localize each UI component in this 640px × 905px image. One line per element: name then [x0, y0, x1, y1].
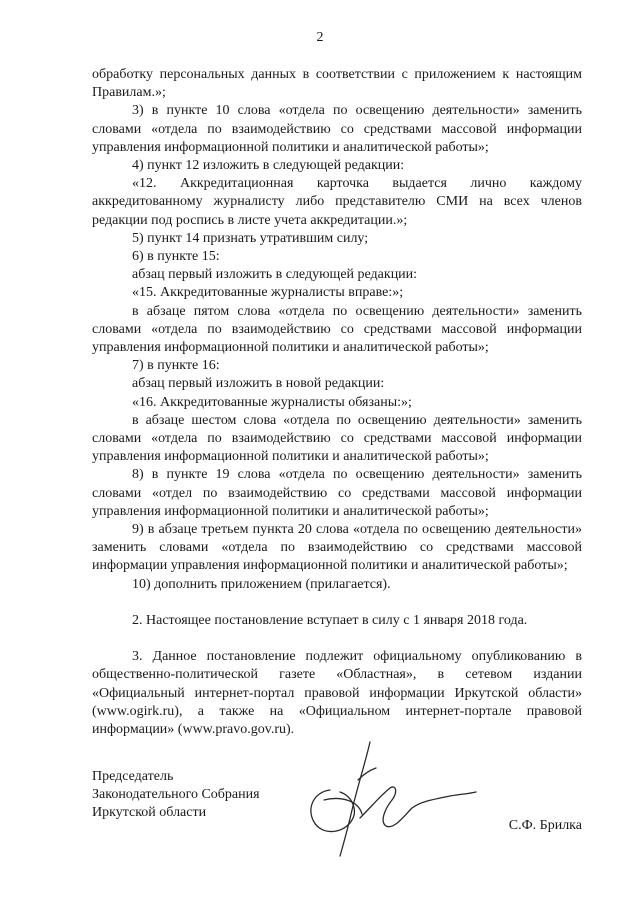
signer-title-line: Иркутской области: [92, 805, 207, 821]
signer-title-line: Председатель: [92, 769, 174, 784]
paragraph-item-7-b: «16. Аккредитованные журналисты обязаны:»;: [132, 394, 412, 410]
paragraph-item-5: 5) пункт 14 признать утратившим силу;: [132, 230, 369, 246]
paragraph-item-4-text: «12. Аккредитационная карточка выдается лично каждому аккредитованному журналисту либо представителю СМИ на всех членов редакции под роспись в листе учета аккредитации.»;: [92, 176, 582, 228]
paragraph-section-2: 2. Настоящее постановление вступает в силу с 1 января 2018 года.: [132, 612, 528, 628]
paragraph-item-7-c: в абзаце шестом слова «отдела по освещению деятельности» заменить словами «отдела по взаимодействию со средствами массовой информации управления информационной политики и аналитической работы»;: [92, 412, 582, 465]
signer-title-line: Законодательного Собрания: [92, 787, 260, 803]
signature-block: [92, 768, 582, 833]
paragraph-item-6-a: абзац первый изложить в следующей редакции:: [132, 267, 418, 283]
signer-name: С.Ф. Брилка: [508, 818, 582, 833]
paragraph-item-7-a: абзац первый изложить в новой редакции:: [132, 376, 385, 392]
paragraph-item-6: 6) в пункте 15:: [132, 249, 220, 265]
paragraph-item-10: 10) дополнить приложением (прилагается).: [132, 576, 391, 592]
paragraph-item-8: 8) в пункте 19 слова «отдела по освещению деятельности» заменить словами «отдел по взаимодействию со средствами массовой информации управления информационной политики и аналитической работы»;: [92, 467, 582, 519]
document-body: [92, 66, 582, 739]
paragraph-item-6-c: в абзаце пятом слова «отдела по освещению деятельности» заменить словами «отдела по взаимодействию со средствами массовой информации управления информационной политики и аналитической работы»;: [92, 303, 582, 356]
paragraph-item-6-b: «15. Аккредитованные журналисты вправе:»;: [132, 285, 404, 301]
paragraph-section-3: 3. Данное постановление подлежит официальному опубликованию в общественно-политической газете «Областная», в сетевом издании «Официальный интернет-портал правовой информации Иркутской области» (www.ogirk.ru), а также на «Официальном интернет-портале правовой информации» (www.pravo.gov.ru).: [92, 649, 582, 737]
signer-title: [92, 768, 582, 823]
paragraph-item-3: 3) в пункте 10 слова «отдела по освещению деятельности» заменить словами «отдела по взаимодействию со средствами массовой информации управления информационной политики и аналитической работы»;: [92, 103, 582, 155]
paragraph-item-9: 9) в абзаце третьем пункта 20 слова «отдела по освещению деятельности» заменить словами «отдела по взаимодействию со средствами массовой информации управления информационной политики и аналитической работы»;: [92, 522, 582, 574]
page-number: 2: [316, 30, 324, 45]
paragraph-item-7: 7) в пункте 16:: [132, 358, 220, 374]
paragraph-continuation: обработку персональных данных в соответствии с приложением к настоящим Правилам.»;: [92, 67, 582, 101]
paragraph-item-4: 4) пункт 12 изложить в следующей редакции:: [132, 158, 405, 174]
